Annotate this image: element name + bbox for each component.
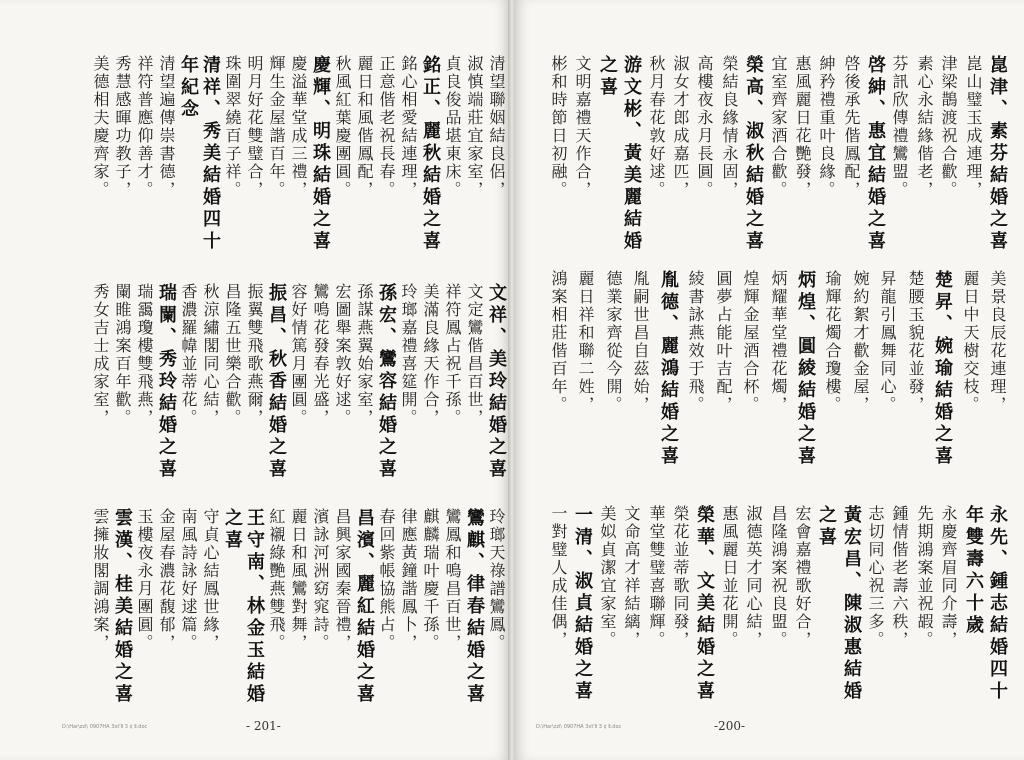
poem-heading: 之喜 <box>597 55 618 99</box>
poem-line: 清望聯姻結良侶， <box>487 55 506 199</box>
poem-line: 瑞靄瓊樓雙飛燕， <box>135 283 154 427</box>
poem-heading: 銘正、麗秋結婚之喜 <box>420 55 441 253</box>
page-number: - 201- <box>246 719 281 733</box>
poem-line: 祥符普應仰善才。 <box>135 55 154 199</box>
poem-line: 香濃羅幃並蒂花。 <box>179 283 198 427</box>
poem-line: 榮結良緣情永固， <box>720 55 739 199</box>
poem-heading: 一清、淑貞結婚之喜 <box>572 505 593 703</box>
poem-line: 文明嘉禮天作合， <box>573 55 592 199</box>
poem-heading: 之喜 <box>816 505 837 549</box>
poem-line: 淑慎端莊宜家室， <box>465 55 484 199</box>
poem-line: 春回紫帳協熊占。 <box>377 508 396 652</box>
poem-line: 麒麟瑞叶慶千孫。 <box>421 508 440 652</box>
poem-line: 玉樓夜永月團圓。 <box>135 508 154 652</box>
poem-heading: 鸞麒、律春結婚之喜 <box>464 508 485 706</box>
poem-heading: 游文彬、黃美麗結婚 <box>621 55 642 253</box>
poem-line: 啓後承先偕鳳配， <box>842 55 861 199</box>
poem-line: 昌隆五世樂合歡。 <box>223 283 242 427</box>
poem-line: 鸞鳳和鳴昌百世， <box>443 508 462 652</box>
poem-line: 麗日和風偕鳳配， <box>355 55 374 199</box>
poem-line: 紅襯綠艷燕雙飛。 <box>267 508 286 652</box>
poem-line: 文命高才祥結縭， <box>622 505 641 649</box>
poem-heading: 年紀念 <box>178 55 199 121</box>
poem-line: 先期鴻案並祝嘏。 <box>915 505 934 649</box>
poem-heading: 啓紳、惠宜結婚之喜 <box>865 55 886 253</box>
poem-line: 祥符鳳占祝千孫。 <box>443 283 462 427</box>
poem-line: 濱詠河洲窈窕詩。 <box>311 508 330 652</box>
poem-line: 雲擁妝閣調鴻案， <box>91 508 110 652</box>
poem-line: 麗日祥和聯二姓， <box>576 270 595 414</box>
poem-heading: 昌濱、麗紅結婚之喜 <box>354 508 375 706</box>
poem-line: 綾書詠燕效于飛。 <box>686 270 705 414</box>
poem-line: 煌輝金屋酒合杯。 <box>741 270 760 414</box>
poem-line: 淑女才郎成嘉匹， <box>671 55 690 199</box>
poem-line: 文定鸞偕昌百世， <box>465 283 484 427</box>
poem-line: 淑德英才同心結， <box>744 505 763 649</box>
poem-line: 輝生金屋諧百年。 <box>267 55 286 199</box>
poem-line: 宏圖舉案敦好逑。 <box>333 283 352 427</box>
poem-line: 瑜輝花燭合瓊樓。 <box>823 270 842 414</box>
poem-line: 炳耀華堂禮花燭， <box>769 270 788 414</box>
poem-line: 孫謀燕翼始家室， <box>355 283 374 427</box>
poem-line: 婉約絮才歡金屋， <box>851 270 870 414</box>
poem-line: 貞良俊品堪東床。 <box>443 55 462 199</box>
poem-line: 守貞心結鳳世緣， <box>201 508 220 652</box>
poem-line: 紳矜禮重叶良緣。 <box>817 55 836 199</box>
poem-heading: 黃宏昌、陳淑惠結婚 <box>841 505 862 703</box>
poem-line: 麗日中天樹交枝。 <box>961 270 980 414</box>
poem-line: 昌隆鴻案祝良盟。 <box>769 505 788 649</box>
poem-line: 崑山璧玉成連理， <box>964 55 983 199</box>
poem-heading: 崑津、素芬結婚之喜 <box>987 55 1008 253</box>
poem-heading: 孫宏、鸞容結婚之喜 <box>376 283 397 481</box>
poem-heading: 胤德、麗鴻結婚之喜 <box>658 270 679 468</box>
poem-heading: 炳煌、圓綾結婚之喜 <box>795 270 816 468</box>
poem-line: 鸞鳴花發春光盛， <box>311 283 330 427</box>
poem-line: 德業家齊從今開。 <box>604 270 623 414</box>
poem-line: 美德相夫慶齊家。 <box>91 55 110 199</box>
poem-line: 昇龍引鳳舞同心。 <box>878 270 897 414</box>
poem-line: 華堂雙璧喜聯輝。 <box>647 505 666 649</box>
poem-line: 昌興家國秦晉禮， <box>333 508 352 652</box>
poem-line: 容好情篤月團圓。 <box>289 283 308 427</box>
poem-heading: 慶輝、明珠結婚之喜 <box>310 55 331 253</box>
poem-line: 圓夢占能叶吉配， <box>714 270 733 414</box>
poem-line: 鍾情偕老壽六秩， <box>890 505 909 649</box>
poem-line: 鴻案相莊偕百年。 <box>549 270 568 414</box>
footer-file-path: D:\Har\zzl\ 0907HA 3xt'Ⅱ 3 ¢ Ⅱ.doc <box>536 724 622 730</box>
poem-line: 玲瑯嘉禮喜筵開。 <box>399 283 418 427</box>
poem-line: 津梁鵲渡祝合歡。 <box>939 55 958 199</box>
poem-heading: 清祥、秀美結婚四十 <box>200 55 221 253</box>
poem-line: 永慶齊眉同介壽， <box>939 505 958 649</box>
poem-heading: 榮高、淑秋結婚之喜 <box>743 55 764 253</box>
poem-line: 彬和時節日初融。 <box>549 55 568 199</box>
poem-line: 秀女吉士成家室， <box>91 283 110 427</box>
poem-line: 銘心相愛結連理， <box>399 55 418 199</box>
poem-line: 榮花並蒂歌同發， <box>671 505 690 649</box>
poem-heading: 榮華、文美結婚之喜 <box>694 505 715 703</box>
poem-line: 金屋春濃花馥郁， <box>157 508 176 652</box>
poem-line: 宏會嘉禮歌好合， <box>793 505 812 649</box>
poem-line: 秋風紅葉慶團圓。 <box>333 55 352 199</box>
page-number: -200- <box>714 719 746 733</box>
poem-line: 一對璧人成佳偶， <box>549 505 568 649</box>
poem-line: 清望遍傳崇書德， <box>157 55 176 199</box>
poem-line: 慶溢華堂成三禮， <box>289 55 308 199</box>
poem-line: 麗日和風鸞對舞， <box>289 508 308 652</box>
poem-line: 宜室齊家酒合歡。 <box>769 55 788 199</box>
poem-line: 高樓夜永月長圓。 <box>695 55 714 199</box>
footer-file-path: D:\Har\zzl\ 0907HA 3xt'Ⅱ 3 ¢ Ⅱ.doc <box>62 724 148 730</box>
poem-line: 芬訊欣傳禮鸞盟。 <box>890 55 909 199</box>
left-page <box>0 0 510 760</box>
poem-line: 振翼雙飛歌燕爾， <box>245 283 264 427</box>
poem-line: 美姒貞潔宜家室。 <box>598 505 617 649</box>
poem-heading: 雲漢、桂美結婚之喜 <box>112 508 133 706</box>
poem-line: 玲瑯天祿譜鸞鳳。 <box>487 508 506 652</box>
poem-line: 秋涼繡閣同心結， <box>201 283 220 427</box>
poem-heading: 年雙壽六十歲 <box>963 505 984 637</box>
poem-line: 珠圍翠繞百子祥。 <box>223 55 242 199</box>
poem-line: 南風詩詠好逑篇。 <box>179 508 198 652</box>
poem-line: 正意偕老祝長春。 <box>377 55 396 199</box>
poem-heading: 之喜 <box>222 508 243 552</box>
poem-line: 楚腰玉貌花並發， <box>906 270 925 414</box>
right-page <box>514 0 1024 760</box>
poem-line: 惠風麗日花艷發， <box>793 55 812 199</box>
poem-line: 素心永結緣偕老， <box>915 55 934 199</box>
poem-line: 闌睢鴻案百年歡。 <box>113 283 132 427</box>
poem-heading: 永先、鍾志結婚四十 <box>987 505 1008 703</box>
poem-line: 美滿良緣天作合， <box>421 283 440 427</box>
poem-line: 美景良辰花連理， <box>988 270 1007 414</box>
poem-line: 明月好花雙璧合， <box>245 55 264 199</box>
poem-line: 律應黃鐘諧鳳卜， <box>399 508 418 652</box>
poem-line: 惠風麗日並花開。 <box>720 505 739 649</box>
poem-line: 志切同心祝三多。 <box>866 505 885 649</box>
poem-heading: 楚昇、婉瑜結婚之喜 <box>932 270 953 468</box>
poem-heading: 文祥、美玲結婚之喜 <box>486 283 507 481</box>
poem-line: 秀慧感暉功教子， <box>113 55 132 199</box>
poem-heading: 振昌、秋香結婚之喜 <box>266 283 287 481</box>
poem-heading: 瑞闌、秀玲結婚之喜 <box>156 283 177 481</box>
poem-line: 胤嗣世昌自茲始， <box>631 270 650 414</box>
poem-line: 秋月春花敦好逑。 <box>647 55 666 199</box>
poem-heading: 王守南、林金玉結婚 <box>244 508 265 706</box>
